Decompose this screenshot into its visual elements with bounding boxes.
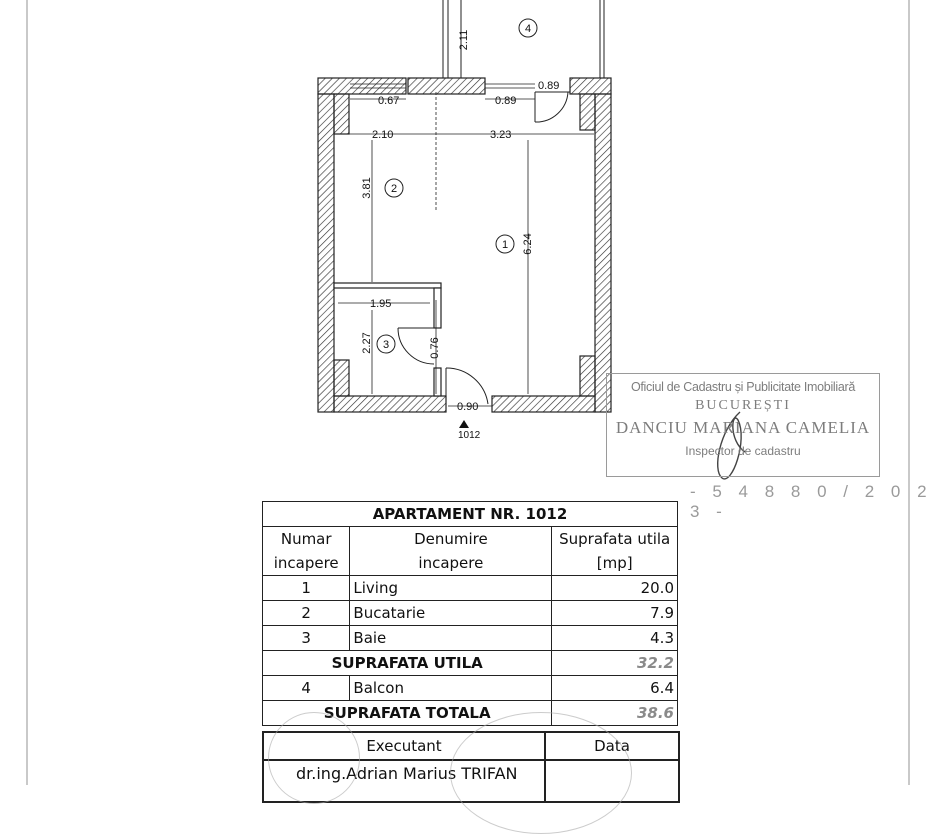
executant-label: Executant [263, 732, 545, 760]
dim-0-89-top: 0.89 [538, 80, 560, 92]
room-marker-1: 1 [501, 239, 509, 251]
header-name-1: Denumire [350, 527, 552, 552]
dim-3-23: 3.23 [490, 129, 512, 141]
entrance-arrow-icon [459, 420, 469, 428]
table-row [263, 601, 678, 626]
row-area: 6.4 [552, 676, 678, 701]
row-name: Living [350, 576, 552, 601]
row-num: 4 [263, 676, 350, 701]
row-name: Balcon [350, 676, 552, 701]
exterior-walls [318, 78, 611, 412]
dim-0-90: 0.90 [457, 401, 479, 413]
row-area: 7.9 [552, 601, 678, 626]
rooms-table [262, 501, 678, 726]
useful-area-label: SUPRAFATA UTILA [263, 651, 552, 676]
entrance-label: 1012 [458, 430, 481, 441]
table-row [263, 676, 678, 701]
executant-name: dr.ing.Adrian Marius TRIFAN [296, 764, 518, 783]
total-area-value: 38.6 [552, 701, 678, 726]
stamp-city: BUCUREȘTI [695, 398, 791, 413]
dim-0-89: 0.89 [495, 95, 517, 107]
row-num: 2 [263, 601, 350, 626]
dim-6-24: 6.24 [522, 233, 534, 255]
row-area: 4.3 [552, 626, 678, 651]
stamp-role: Inspector de cadastru [685, 444, 801, 458]
seal-mark-left [268, 712, 360, 804]
dim-3-81: 3.81 [361, 177, 373, 199]
cadastre-stamp [606, 373, 880, 477]
stamp-number: - 5 4 8 8 0 / 2 0 2 3 - [690, 482, 933, 521]
table-row [263, 626, 678, 651]
header-name-2: incapere [350, 551, 552, 576]
table-row [263, 576, 678, 601]
data-label: Data [545, 732, 679, 760]
dim-2-10: 2.10 [372, 129, 394, 141]
useful-area-row [263, 651, 678, 676]
header-num-1: Numar [263, 527, 350, 552]
useful-area-value: 32.2 [552, 651, 678, 676]
row-num: 3 [263, 626, 350, 651]
row-num: 1 [263, 576, 350, 601]
seal-mark-right [450, 712, 632, 834]
room-marker-4: 4 [524, 23, 532, 35]
door-swings [398, 92, 570, 404]
dim-2-11: 2.11 [458, 29, 470, 51]
header-area-1: Suprafata utila [552, 527, 678, 552]
dim-0-76: 0.76 [429, 337, 441, 359]
header-area-2: [mp] [552, 551, 678, 576]
table-title: APARTAMENT NR. 1012 [263, 502, 678, 527]
dim-2-27: 2.27 [361, 332, 373, 354]
room-marker-3: 3 [382, 339, 390, 351]
room-marker-2: 2 [390, 183, 398, 195]
dim-0-67: 0.67 [378, 95, 400, 107]
row-name: Baie [350, 626, 552, 651]
stamp-inspector-name: DANCIU MARIANA CAMELIA [615, 418, 871, 437]
row-area: 20.0 [552, 576, 678, 601]
row-name: Bucatarie [350, 601, 552, 626]
total-area-label: SUPRAFATA TOTALA [263, 701, 552, 726]
dim-1-95: 1.95 [370, 298, 392, 310]
header-num-2: incapere [263, 551, 350, 576]
stamp-office: Oficiul de Cadastru și Publicitate Imobiliară [630, 380, 856, 394]
